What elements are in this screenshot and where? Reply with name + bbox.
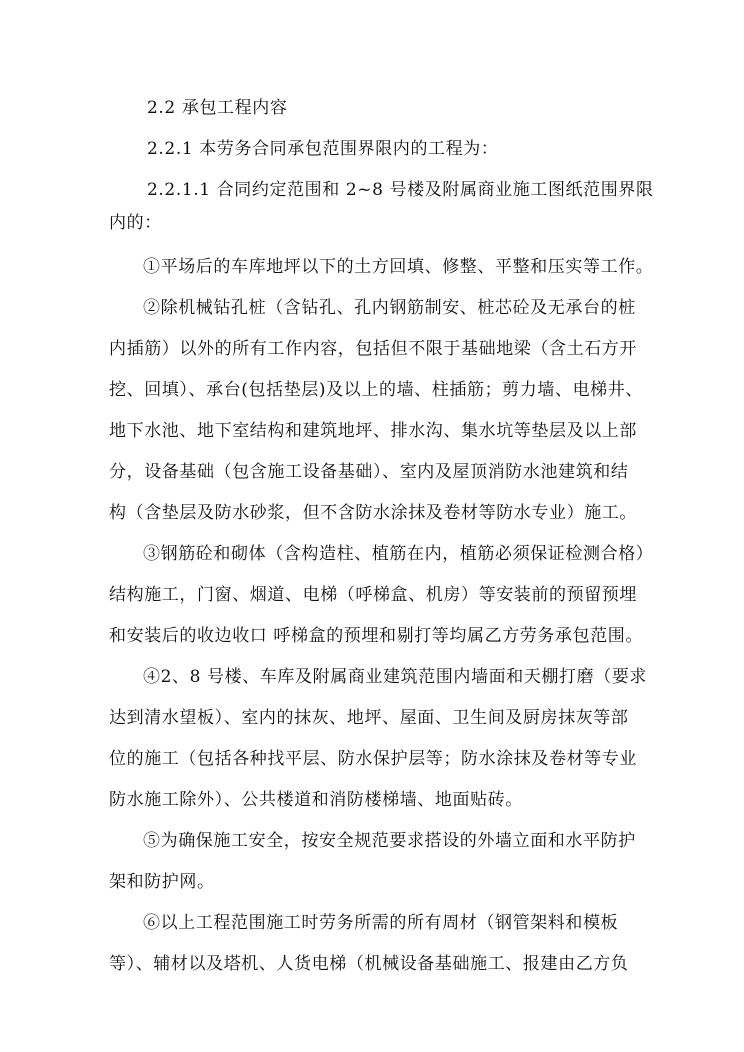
item-line: 和安装后的收边收口 呼梯盒的预埋和剔打等均属乙方劳务承包范围。 — [109, 626, 644, 646]
clause-line: 2.2.1.1 合同约定范围和 2~8 号楼及附属商业施工图纸范围界限 — [147, 180, 654, 200]
item-line: 地下水池、地下室结构和建筑地坪、排水沟、集水坑等垫层及以上部 — [109, 421, 637, 441]
item-line: 内插筋）以外的所有工作内容，包括但不限于基础地梁（含土石方开 — [109, 339, 637, 359]
item-line: ⑤为确保施工安全，按安全规范要求搭设的外墙立面和水平防护 — [143, 831, 636, 851]
clause-line: 内的： — [109, 213, 162, 233]
item-line: ④2、8 号楼、车库及附属商业建筑范围内墙面和天棚打磨（要求 — [143, 667, 648, 687]
item-line: 构（含垫层及防水砂浆，但不含防水涂抹及卷材等防水专业）施工。 — [109, 503, 637, 523]
item-line: 结构施工，门窗、烟道、电梯（呼梯盒、机房）等安装前的预留预埋 — [109, 585, 637, 605]
item-line: 等）、辅材以及塔机、人货电梯（机械设备基础施工、报建由乙方负 — [109, 954, 629, 974]
subsection-heading: 2.2.1 本劳务合同承包范围界限内的工程为： — [147, 139, 499, 159]
item-line: 防水施工除外）、公共楼道和消防楼梯墙、地面贴砖。 — [109, 790, 523, 810]
item-line: ①平场后的车库地坪以下的土方回填、修整、平整和压实等工作。 — [143, 257, 654, 277]
item-line: 挖、回填）、承台(包括垫层)及以上的墙、柱插筋；剪力墙、电梯井、 — [109, 380, 643, 400]
item-line: ③钢筋砼和砌体（含构造柱、植筋在内，植筋必须保证检测合格） — [143, 544, 654, 564]
item-line: 分，设备基础（包含施工设备基础）、室内及屋顶消防水池建筑和结 — [109, 462, 629, 482]
item-line: ②除机械钻孔桩（含钻孔、孔内钢筋制安、桩芯砼及无承台的桩 — [143, 298, 636, 318]
item-line: 位的施工（包括各种找平层、防水保护层等；防水涂抹及卷材等专业 — [109, 749, 637, 769]
section-heading: 2.2 承包工程内容 — [147, 98, 288, 118]
item-line: 达到清水望板）、室内的抹灰、地坪、屋面、卫生间及厨房抹灰等部 — [109, 708, 629, 728]
item-line: 架和防护网。 — [109, 872, 215, 892]
item-line: ⑥以上工程范围施工时劳务所需的所有周材（钢管架料和模板 — [143, 913, 619, 933]
